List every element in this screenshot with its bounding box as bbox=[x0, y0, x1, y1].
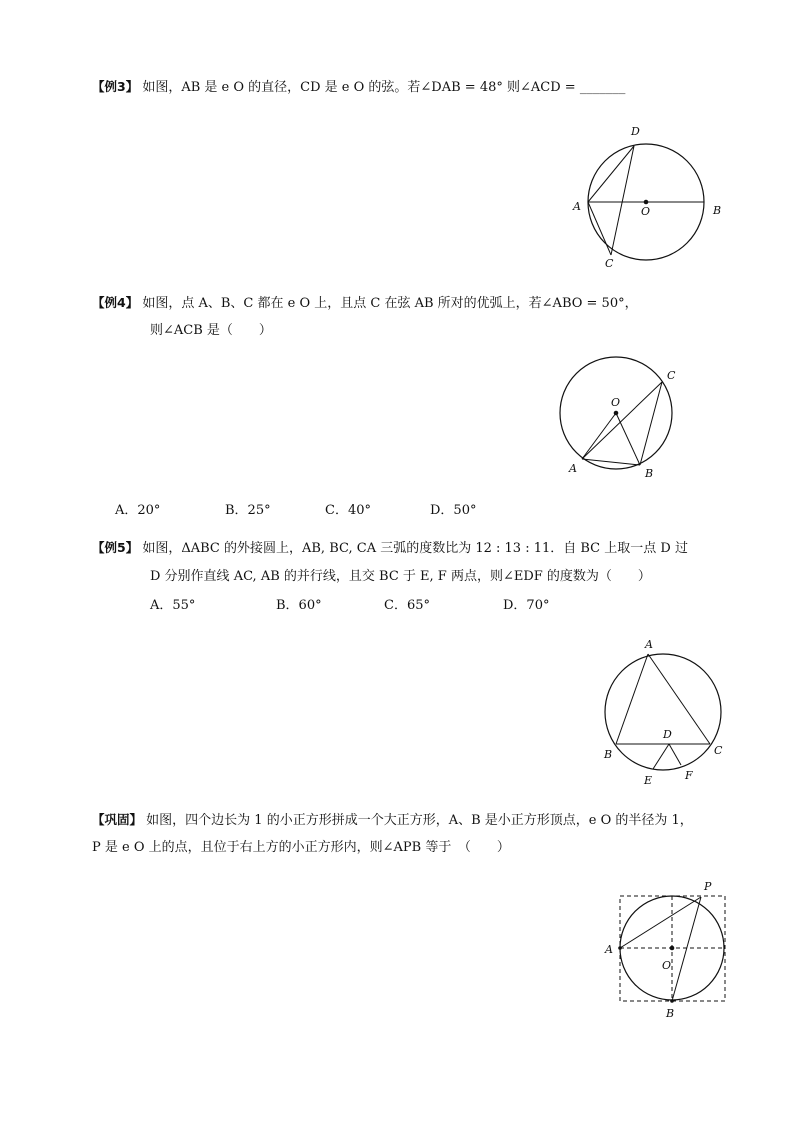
ex5-tag: 【例5】 bbox=[92, 540, 139, 555]
gg-question-line1 bbox=[92, 812, 693, 829]
ex4-label-o: O bbox=[611, 396, 621, 409]
ex4-option-a[interactable]: A．20° bbox=[115, 503, 161, 518]
ex4-text1: 如图，点 A、B、C 都在 e O 上，且点 C 在弦 AB 所对的优弧上，若∠ABO = 50°， bbox=[142, 296, 638, 311]
ex5-text1: 如图，ΔABC 的外接圆上，AB, BC, CA 三弧的度数比为 12 : 13 : 11．自 BC 上取一点 D 过 bbox=[142, 541, 688, 556]
ex5-option-d[interactable]: D．70° bbox=[503, 598, 550, 613]
ex5-question-line1 bbox=[92, 540, 688, 557]
gg-text1: 如图，四个边长为 1 的小正方形拼成一个大正方形，A、B 是小正方形顶点，e O 的半径为 1， bbox=[146, 813, 693, 828]
ex5-label-c: C bbox=[714, 744, 723, 757]
ex5-option-a[interactable]: A．55° bbox=[150, 598, 196, 613]
ex4-tag: 【例4】 bbox=[92, 295, 139, 310]
ex4-figure bbox=[555, 355, 690, 485]
ex5-label-e: E bbox=[644, 774, 653, 787]
gg-figure bbox=[600, 875, 740, 1025]
ex3-answer-blank[interactable]: _______ bbox=[579, 80, 626, 95]
ex3-label-d: D bbox=[631, 125, 640, 138]
gg-label-b: B bbox=[666, 1007, 675, 1020]
ex3-figure bbox=[565, 120, 735, 275]
ex4-option-b[interactable]: B．25° bbox=[225, 503, 271, 518]
ex5-option-c[interactable]: C．65° bbox=[384, 598, 430, 613]
gg-label-p: P bbox=[704, 880, 712, 893]
ex3-label-a: A bbox=[573, 200, 581, 213]
ex3-text: 如图，AB 是 e O 的直径，CD 是 e O 的弦。若∠DAB = 48° 则∠ACD = bbox=[142, 80, 576, 95]
gg-label-o: O bbox=[662, 959, 672, 972]
ex4-question-line2: 则∠ACB 是（ ） bbox=[150, 323, 272, 338]
gg-label-a: A bbox=[605, 943, 613, 956]
ex4-option-d[interactable]: D．50° bbox=[430, 503, 477, 518]
ex5-label-d: D bbox=[663, 728, 672, 741]
ex5-option-b[interactable]: B．60° bbox=[276, 598, 322, 613]
gg-question-line2: P 是 e O 上的点，且位于右上方的小正方形内，则∠APB 等于 （ ） bbox=[92, 840, 510, 855]
gg-tag: 【巩固】 bbox=[92, 812, 143, 827]
ex4-option-c[interactable]: C．40° bbox=[325, 503, 371, 518]
ex4-label-b: B bbox=[645, 467, 654, 480]
ex3-label-b: B bbox=[713, 204, 722, 217]
ex3-label-c: C bbox=[605, 257, 614, 270]
ex4-question-line1 bbox=[92, 295, 638, 312]
ex5-label-a: A bbox=[645, 638, 653, 651]
ex3-question bbox=[92, 79, 625, 96]
ex4-label-a: A bbox=[569, 462, 577, 475]
ex4-label-c: C bbox=[667, 369, 676, 382]
ex5-label-b: B bbox=[604, 748, 613, 761]
ex5-question-line2: D 分别作直线 AC, AB 的并行线，且交 BC 于 E, F 两点，则∠EDF 的度数为（ ） bbox=[150, 569, 651, 584]
ex3-tag: 【例3】 bbox=[92, 79, 139, 94]
ex3-label-o: O bbox=[641, 205, 651, 218]
ex5-label-f: F bbox=[685, 769, 693, 782]
ex5-figure bbox=[595, 630, 735, 790]
